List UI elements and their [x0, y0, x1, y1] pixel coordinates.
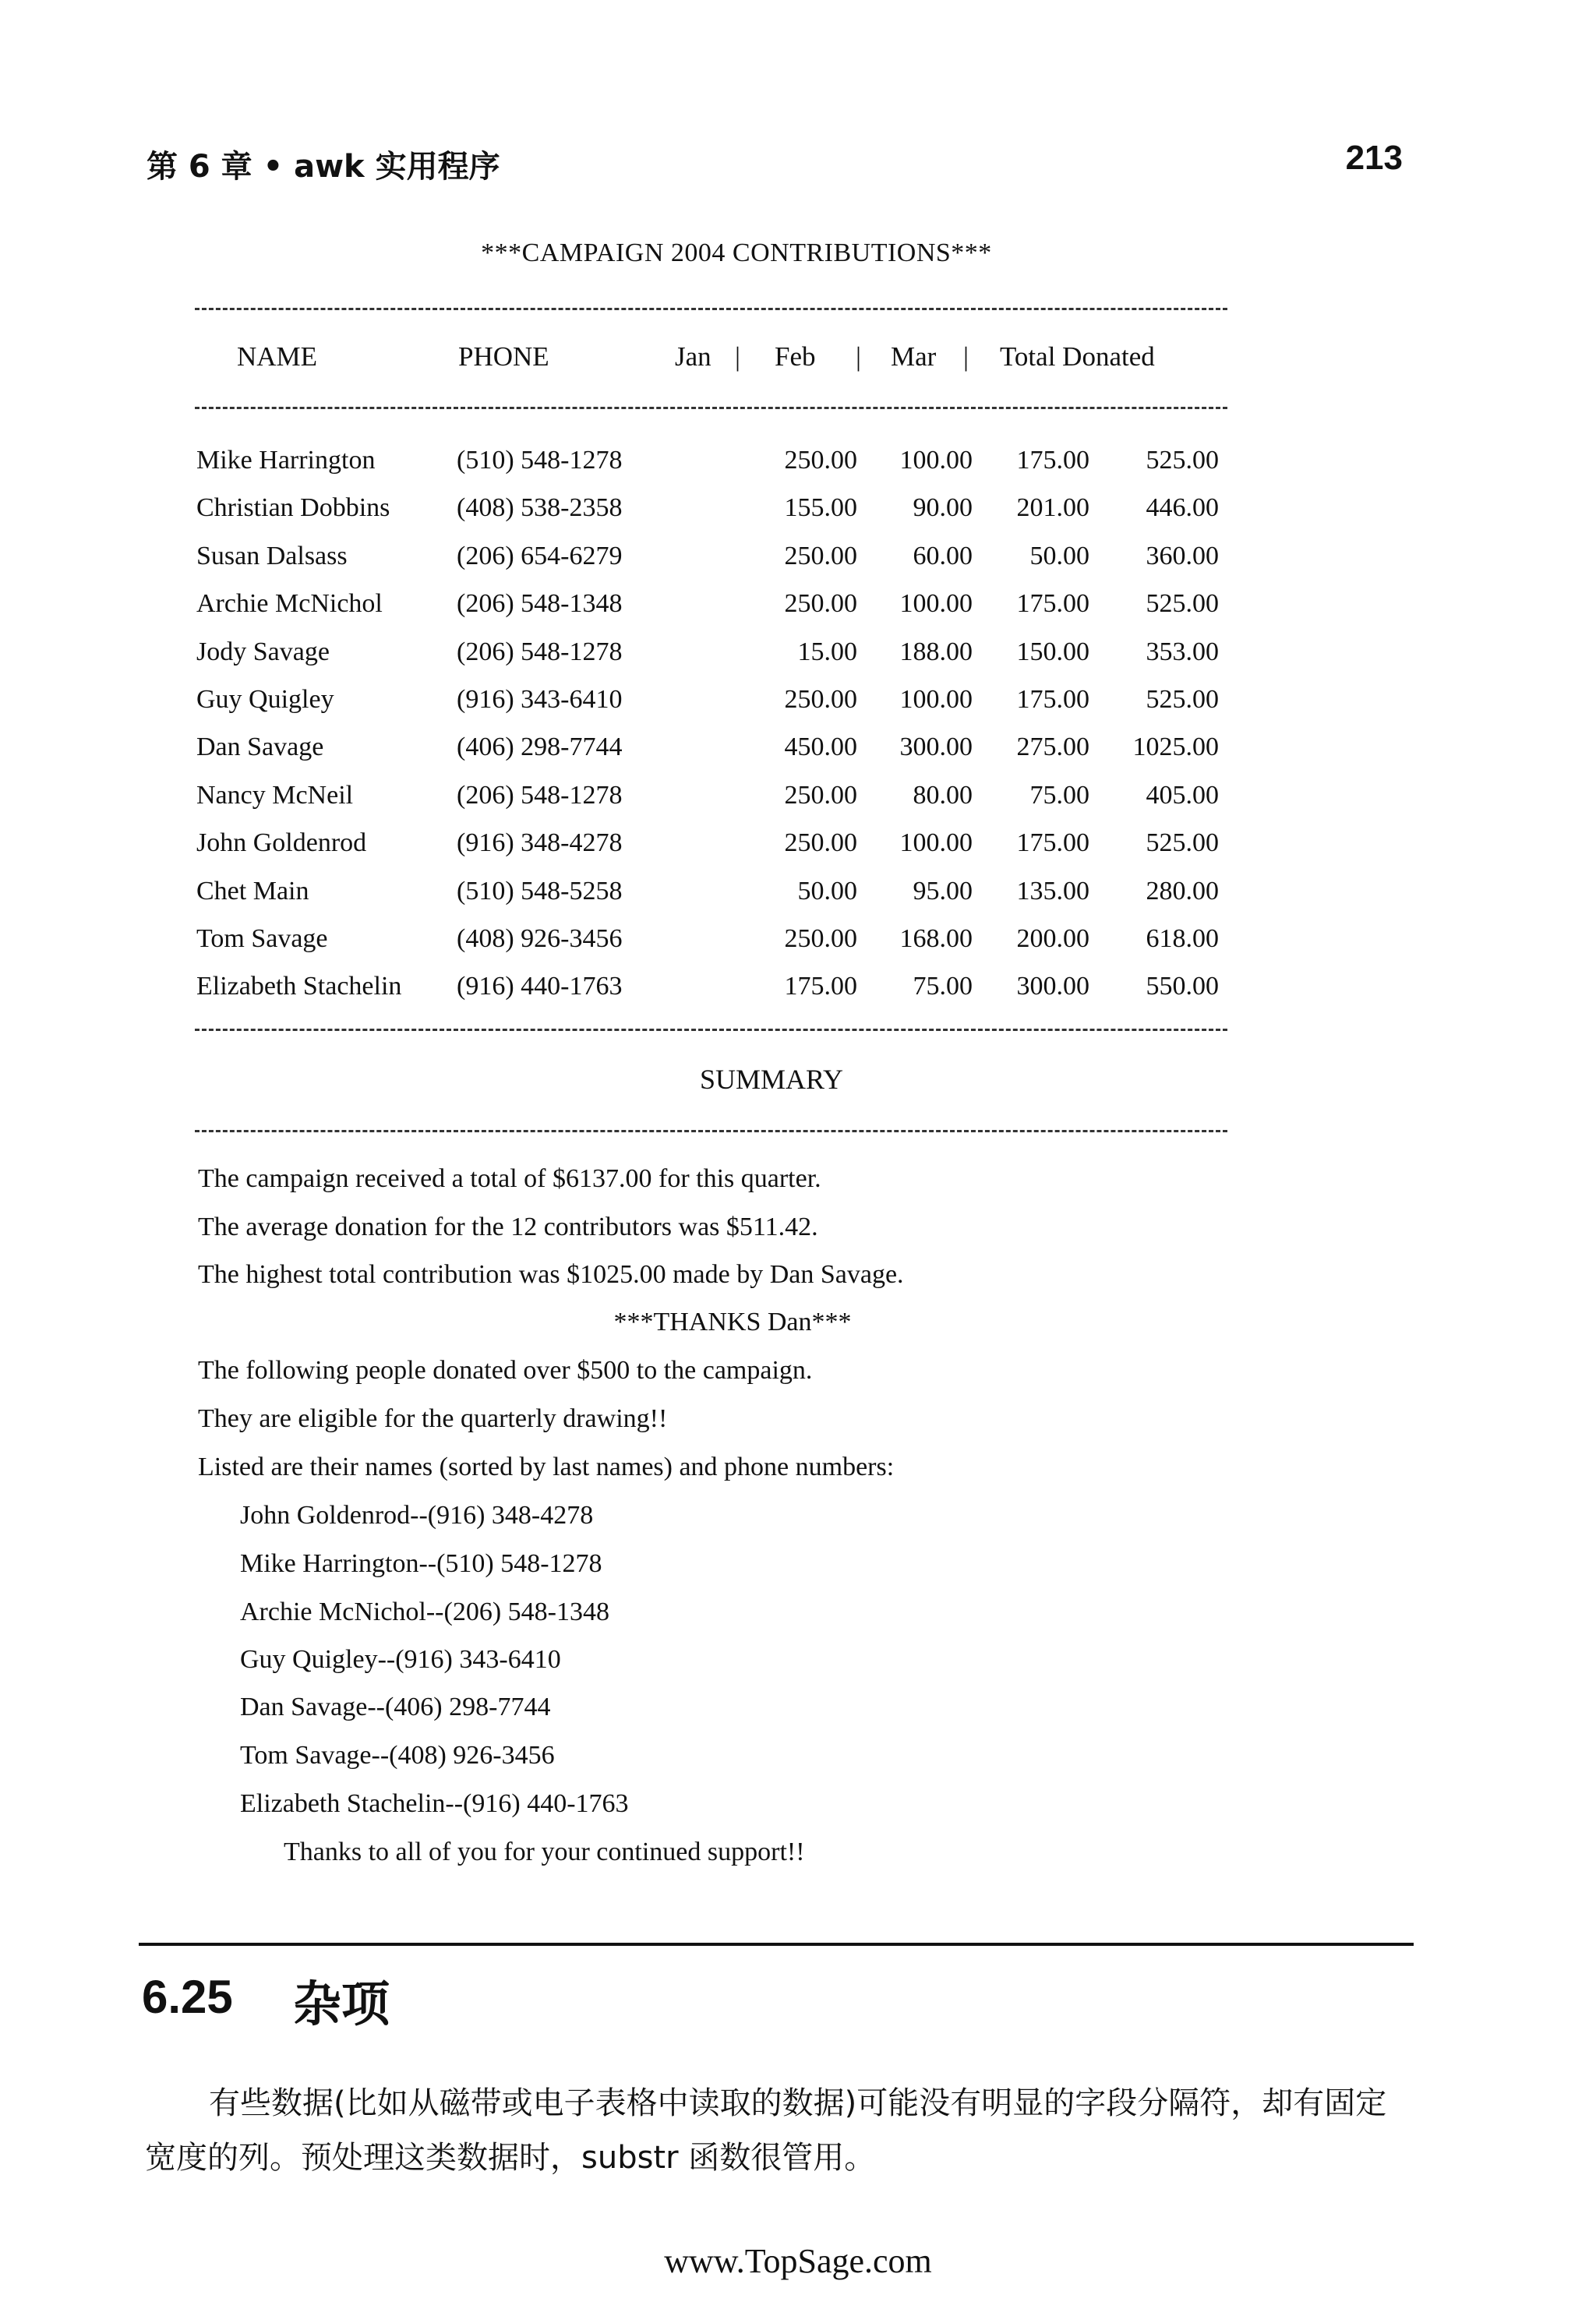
cell-feb: 188.00 [899, 637, 973, 666]
table-row [0, 781, 1596, 820]
cell-name: Nancy McNeil [196, 780, 354, 810]
cell-name: Susan Dalsass [196, 541, 348, 570]
cell-feb: 80.00 [913, 780, 973, 810]
cell-mar: 135.00 [1016, 876, 1089, 906]
cell-total: 550.00 [1146, 972, 1219, 1001]
table-row [0, 446, 1596, 485]
cell-name: John Goldenrod [196, 828, 367, 858]
eligible-line: Listed are their names (sorted by last names) and phone numbers: [198, 1453, 895, 1481]
section-rule [139, 1943, 1414, 1946]
table-row [0, 589, 1596, 628]
cell-mar: 275.00 [1016, 733, 1089, 762]
cell-phone: (206) 548-1278 [457, 780, 623, 810]
cell-feb: 100.00 [899, 685, 973, 714]
table-row [0, 493, 1596, 532]
table-row [0, 542, 1596, 581]
table-row [0, 924, 1596, 963]
column-header-name: NAME [237, 341, 318, 372]
cell-name: Archie McNichol [196, 589, 383, 619]
cell-feb: 95.00 [913, 876, 973, 906]
column-separator: | [856, 341, 862, 372]
section-title: 杂项 [293, 1975, 390, 2032]
eligible-item: Archie McNichol--(206) 548-1348 [240, 1598, 609, 1626]
cell-total: 280.00 [1146, 876, 1219, 906]
column-separator: | [735, 341, 741, 372]
cell-mar: 50.00 [1029, 541, 1089, 570]
cell-phone: (510) 548-5258 [457, 876, 623, 906]
cell-feb: 90.00 [913, 493, 973, 523]
cell-jan: 250.00 [784, 924, 857, 953]
summary-title: SUMMARY [699, 1064, 844, 1095]
cell-mar: 200.00 [1016, 924, 1089, 953]
cell-feb: 100.00 [899, 828, 973, 858]
dashed-divider [195, 1029, 1227, 1031]
cell-feb: 168.00 [899, 924, 973, 953]
table-header [0, 341, 1596, 380]
cell-jan: 15.00 [797, 637, 857, 666]
report-title: ***CAMPAIGN 2004 CONTRIBUTIONS*** [481, 238, 992, 267]
cell-name: Chet Main [196, 876, 309, 906]
cell-phone: (510) 548-1278 [457, 446, 623, 475]
cell-jan: 250.00 [784, 541, 857, 570]
cell-mar: 175.00 [1016, 589, 1089, 619]
cell-name: Jody Savage [196, 637, 330, 666]
footer-site: www.TopSage.com [664, 2242, 932, 2280]
summary-line: The campaign received a total of $6137.00 for this quarter. [198, 1164, 821, 1193]
cell-mar: 201.00 [1016, 493, 1089, 523]
cell-mar: 175.00 [1016, 446, 1089, 475]
cell-total: 405.00 [1146, 780, 1219, 810]
summary-line: The average donation for the 12 contributors was $511.42. [198, 1213, 818, 1241]
cell-jan: 250.00 [784, 685, 857, 714]
cell-total: 618.00 [1146, 924, 1219, 953]
cell-mar: 75.00 [1029, 780, 1089, 810]
table-row [0, 877, 1596, 916]
cell-name: Elizabeth Stachelin [196, 972, 402, 1001]
cell-phone: (206) 548-1348 [457, 589, 623, 619]
column-separator: | [963, 341, 969, 372]
cell-jan: 250.00 [784, 780, 857, 810]
cell-total: 525.00 [1146, 685, 1219, 714]
cell-jan: 250.00 [784, 828, 857, 858]
table-row [0, 637, 1596, 676]
cell-name: Guy Quigley [196, 685, 334, 714]
cell-mar: 150.00 [1016, 637, 1089, 666]
cell-name: Christian Dobbins [196, 493, 390, 523]
table-row [0, 828, 1596, 867]
cell-mar: 175.00 [1016, 828, 1089, 858]
chapter-header: 第 6 章 • awk 实用程序 [147, 149, 500, 185]
cell-jan: 155.00 [784, 493, 857, 523]
eligible-item: Dan Savage--(406) 298-7744 [240, 1693, 551, 1721]
page-number: 213 [1345, 139, 1403, 177]
cell-jan: 450.00 [784, 733, 857, 762]
cell-phone: (206) 654-6279 [457, 541, 623, 570]
cell-total: 446.00 [1146, 493, 1219, 523]
cell-feb: 100.00 [899, 446, 973, 475]
cell-total: 525.00 [1146, 828, 1219, 858]
eligible-line: They are eligible for the quarterly drawing!! [198, 1404, 668, 1433]
cell-feb: 100.00 [899, 589, 973, 619]
cell-phone: (408) 538-2358 [457, 493, 623, 523]
cell-jan: 50.00 [797, 876, 857, 906]
cell-phone: (916) 343-6410 [457, 685, 623, 714]
cell-total: 525.00 [1146, 446, 1219, 475]
cell-total: 353.00 [1146, 637, 1219, 666]
cell-name: Dan Savage [196, 733, 324, 762]
cell-phone: (408) 926-3456 [457, 924, 623, 953]
eligible-item: John Goldenrod--(916) 348-4278 [240, 1501, 594, 1530]
column-header-mar: Mar [891, 341, 937, 372]
cell-total: 1025.00 [1132, 733, 1219, 762]
column-header-phone: PHONE [458, 341, 549, 372]
cell-jan: 250.00 [784, 589, 857, 619]
cell-mar: 300.00 [1016, 972, 1089, 1001]
table-row [0, 972, 1596, 1011]
cell-total: 525.00 [1146, 589, 1219, 619]
column-header-jan: Jan [675, 341, 711, 372]
column-header-total: Total Donated [1000, 341, 1155, 372]
eligible-item: Tom Savage--(408) 926-3456 [240, 1741, 555, 1770]
column-header-feb: Feb [775, 341, 816, 372]
cell-feb: 60.00 [913, 541, 973, 570]
summary-line: The highest total contribution was $1025.00 made by Dan Savage. [198, 1260, 904, 1289]
thanks-heading: ***THANKS Dan*** [613, 1308, 852, 1336]
cell-phone: (206) 548-1278 [457, 637, 623, 666]
cell-phone: (916) 348-4278 [457, 828, 623, 858]
table-row [0, 685, 1596, 724]
cell-phone: (916) 440-1763 [457, 972, 623, 1001]
cell-jan: 250.00 [784, 446, 857, 475]
cell-feb: 75.00 [913, 972, 973, 1001]
cell-name: Mike Harrington [196, 446, 376, 475]
cell-feb: 300.00 [899, 733, 973, 762]
cell-phone: (406) 298-7744 [457, 733, 623, 762]
closing-line: Thanks to all of you for your continued support!! [284, 1838, 805, 1866]
dashed-divider [195, 407, 1227, 409]
cell-mar: 175.00 [1016, 685, 1089, 714]
cell-total: 360.00 [1146, 541, 1219, 570]
cell-jan: 175.00 [784, 972, 857, 1001]
eligible-item: Elizabeth Stachelin--(916) 440-1763 [240, 1789, 629, 1818]
eligible-item: Mike Harrington--(510) 548-1278 [240, 1549, 602, 1578]
table-row [0, 733, 1596, 771]
dashed-divider [195, 308, 1227, 310]
section-number: 6.25 [142, 1971, 233, 2023]
cell-name: Tom Savage [196, 924, 328, 953]
eligible-line: The following people donated over $500 to the campaign. [198, 1356, 813, 1385]
eligible-item: Guy Quigley--(916) 343-6410 [240, 1645, 561, 1674]
section-paragraph: 有些数据(比如从磁带或电子表格中读取的数据)可能没有明显的字段分隔符，却有固定宽度的列。预处理这类数据时，substr 函数很管用。 [145, 2085, 1387, 2176]
dashed-divider [195, 1130, 1227, 1132]
